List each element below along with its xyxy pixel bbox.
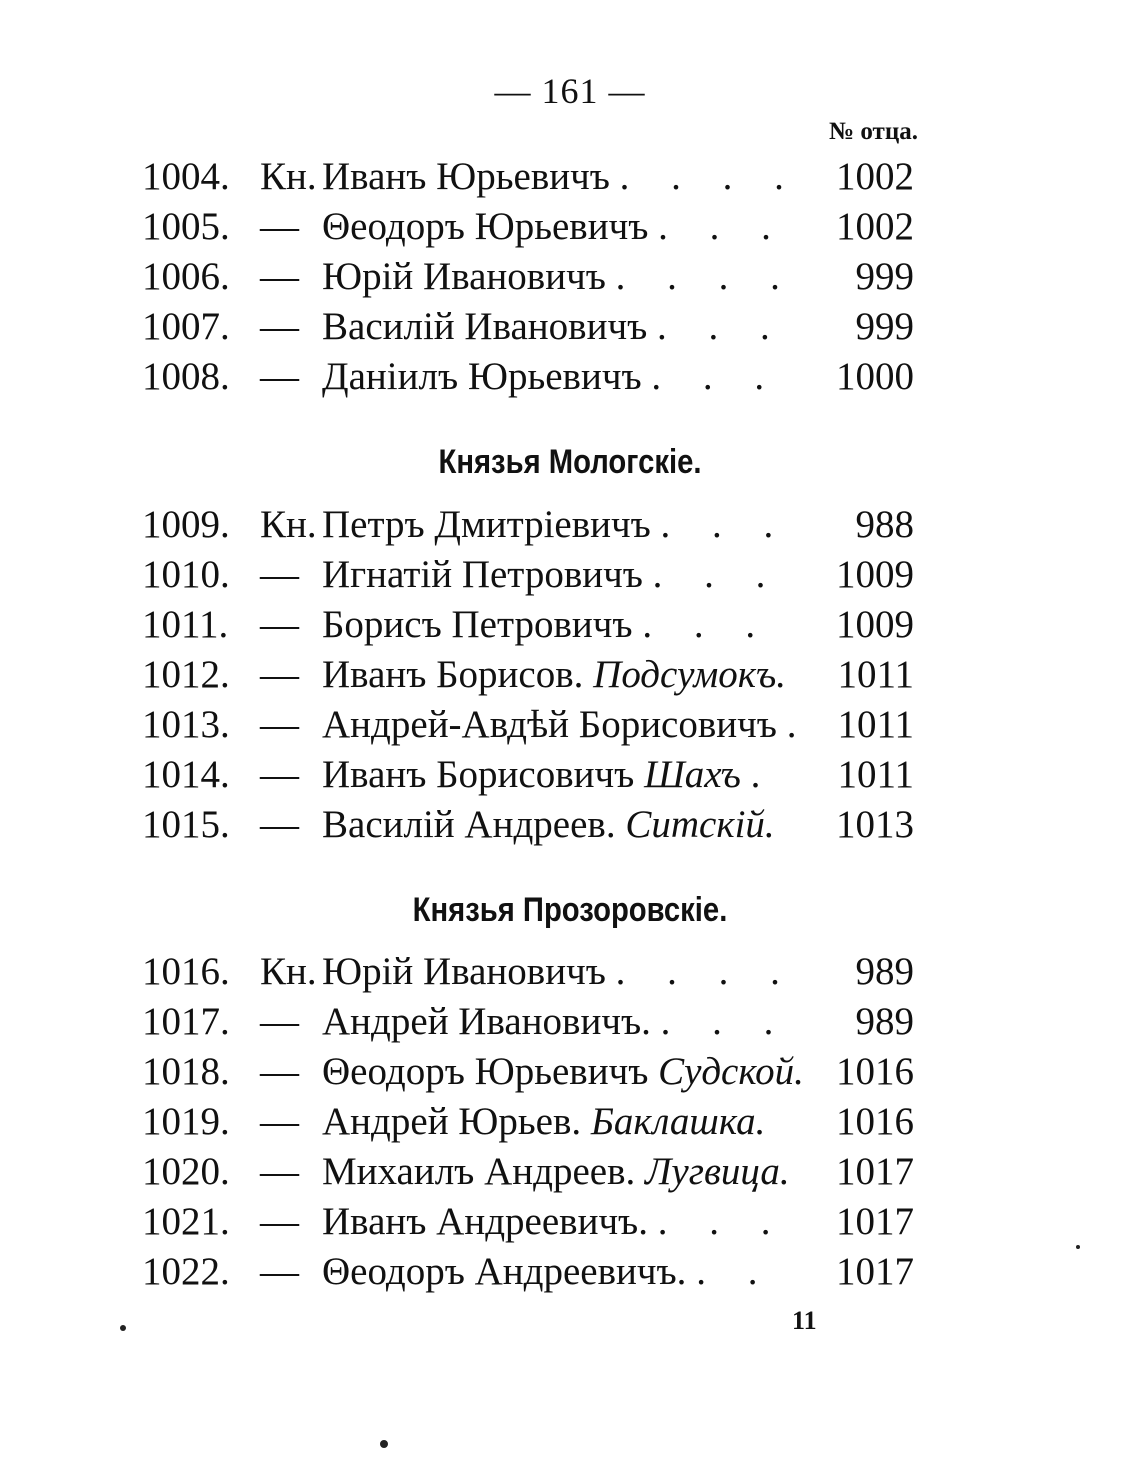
father-number: 1016 (836, 1050, 914, 1093)
father-number: 1017 (836, 1150, 914, 1193)
entry-title: — (260, 803, 299, 846)
person-name: Юрій Ивановичъ (322, 950, 606, 993)
entry-name-line (322, 947, 796, 997)
genealogy-entry (0, 1247, 1140, 1297)
entry-title: — (260, 205, 299, 248)
leader-dots: . . . . (615, 950, 796, 993)
genealogy-entry (0, 600, 1140, 650)
entry-name-line (322, 650, 786, 700)
person-name: Андрей Ивановичъ. (322, 1000, 651, 1043)
genealogy-entry (0, 947, 1140, 997)
leader-dots: . . . . (615, 255, 796, 298)
leader-dots: . . . (657, 1200, 787, 1243)
person-name: Василій Ивановичъ (322, 305, 648, 348)
entry-name-line (322, 1197, 786, 1247)
person-name: Θеодоръ Андреевичъ. (322, 1250, 687, 1293)
genealogy-entry (0, 550, 1140, 600)
entry-title: — (260, 753, 299, 796)
leader-dots: . . . (660, 1000, 790, 1043)
entry-title: — (260, 1200, 299, 1243)
print-speck (380, 1440, 388, 1448)
entry-title: — (260, 1050, 299, 1093)
entry-name-line (322, 252, 796, 302)
entry-number: 1005. (142, 205, 230, 248)
father-number: 1002 (836, 155, 914, 198)
person-name: Михаилъ Андреев. (322, 1150, 636, 1193)
entry-number: 1021. (142, 1200, 230, 1243)
genealogy-entry (0, 1047, 1140, 1097)
genealogy-entry (0, 1197, 1140, 1247)
section-heading: Князья Прозоровскіе. (412, 891, 728, 929)
genealogy-entry (0, 700, 1140, 750)
leader-dots: . (786, 703, 813, 746)
person-name: Θеодоръ Юрьевичъ (322, 1050, 649, 1093)
father-number: 1009 (836, 553, 914, 596)
entry-group (0, 500, 1140, 850)
person-name: Борисъ Петровичъ (322, 603, 633, 646)
entry-number: 1014. (142, 753, 230, 796)
leader-dots: . . (696, 1250, 774, 1293)
person-nickname: Подсумокъ. (593, 653, 787, 696)
person-nickname: Ситскій. (625, 803, 775, 846)
entry-title: Кн. (260, 155, 317, 198)
entry-number: 1013. (142, 703, 230, 746)
entry-name-line (322, 800, 775, 850)
entry-name-line (322, 352, 780, 402)
father-number: 1011 (837, 653, 914, 696)
person-name: Петръ Дмитріевичъ (322, 503, 651, 546)
entry-number: 1015. (142, 803, 230, 846)
leader-dots: . . . (660, 503, 790, 546)
person-name: Андрей Юрьев. (322, 1100, 582, 1143)
genealogy-entry (0, 302, 1140, 352)
entry-number: 1009. (142, 503, 230, 546)
entry-number: 1016. (142, 950, 230, 993)
entry-number: 1008. (142, 355, 230, 398)
person-name: Иванъ Юрьевичъ (322, 155, 610, 198)
entry-name-line (322, 500, 789, 550)
genealogy-entry (0, 202, 1140, 252)
father-number: 1009 (836, 603, 914, 646)
entry-title: — (260, 553, 299, 596)
father-number: 1011 (837, 753, 914, 796)
entry-name-line (322, 1247, 773, 1297)
entry-name-line (322, 302, 786, 352)
entry-number: 1019. (142, 1100, 230, 1143)
father-number: 999 (855, 305, 914, 348)
entry-group (0, 152, 1140, 402)
entry-name-line (322, 152, 800, 202)
person-name: Θеодоръ Юрьевичъ (322, 205, 649, 248)
genealogy-entry (0, 800, 1140, 850)
person-name: Василій Андреев. (322, 803, 616, 846)
person-name: Иванъ Борисовичъ (322, 753, 635, 796)
entry-number: 1006. (142, 255, 230, 298)
entry-name-line (322, 750, 776, 800)
father-number: 1016 (836, 1100, 914, 1143)
entry-name-line (322, 550, 781, 600)
person-nickname: Лугвица. (645, 1150, 790, 1193)
entry-name-line (322, 1047, 804, 1097)
entry-title: — (260, 603, 299, 646)
entry-number: 1017. (142, 1000, 230, 1043)
entry-number: 1010. (142, 553, 230, 596)
genealogy-entry (0, 352, 1140, 402)
leader-dots: . . . (651, 355, 781, 398)
father-number: 989 (855, 950, 914, 993)
entry-title: — (260, 305, 299, 348)
leader-dots: . . . (658, 205, 787, 248)
genealogy-entry (0, 252, 1140, 302)
father-number: 1011 (837, 703, 914, 746)
signature-mark: 11 (792, 1306, 817, 1335)
person-name: Игнатій Петровичъ (322, 553, 643, 596)
entry-group (0, 947, 1140, 1297)
person-name: Иванъ Андреевичъ. (322, 1200, 648, 1243)
entry-title: — (260, 1150, 299, 1193)
entry-title: — (260, 1250, 299, 1293)
leader-dots: . . . (642, 603, 772, 646)
father-number: 1017 (836, 1200, 914, 1243)
page-header: — 161 — (494, 71, 646, 111)
entry-name-line (322, 600, 771, 650)
person-name: Андрей-Авдѣй Борисовичъ (322, 703, 777, 746)
entry-title: Кн. (260, 950, 317, 993)
person-nickname: Шахъ (644, 753, 741, 796)
father-number: 989 (855, 1000, 914, 1043)
entry-title: — (260, 1000, 299, 1043)
entry-name-line (322, 997, 789, 1047)
genealogy-entry (0, 500, 1140, 550)
genealogy-entry (0, 650, 1140, 700)
entry-name-line (322, 1147, 790, 1197)
person-name: Даніилъ Юрьевичъ (322, 355, 642, 398)
father-number: 1013 (836, 803, 914, 846)
genealogy-entry (0, 750, 1140, 800)
person-nickname: Баклашка. (590, 1100, 766, 1143)
genealogy-entry (0, 152, 1140, 202)
person-name: Иванъ Борисов. (322, 653, 584, 696)
entry-title: — (260, 653, 299, 696)
entry-title: Кн. (260, 503, 317, 546)
leader-dots: . (750, 753, 777, 796)
entry-number: 1012. (142, 653, 230, 696)
father-number: 1000 (836, 355, 914, 398)
entry-number: 1018. (142, 1050, 230, 1093)
genealogy-entry (0, 997, 1140, 1047)
entry-title: — (260, 1100, 299, 1143)
entry-name-line (322, 1097, 765, 1147)
entry-name-line (322, 202, 787, 252)
father-number: 1002 (836, 205, 914, 248)
entry-title: — (260, 355, 299, 398)
print-speck (1076, 1245, 1080, 1249)
entry-number: 1022. (142, 1250, 230, 1293)
entry-number: 1020. (142, 1150, 230, 1193)
father-number: 1017 (836, 1250, 914, 1293)
entry-number: 1007. (142, 305, 230, 348)
entry-title: — (260, 703, 299, 746)
entry-name-line (322, 700, 812, 750)
person-name: Юрій Ивановичъ (322, 255, 606, 298)
person-nickname: Судской. (658, 1050, 804, 1093)
genealogy-entry (0, 1097, 1140, 1147)
leader-dots: . . . (657, 305, 786, 348)
father-number: 988 (855, 503, 914, 546)
section-heading: Князья Мологскіе. (438, 443, 702, 481)
print-speck (120, 1325, 126, 1331)
father-number: 999 (855, 255, 914, 298)
leader-dots: . . . . (619, 155, 800, 198)
entry-number: 1004. (142, 155, 230, 198)
genealogy-entry (0, 1147, 1140, 1197)
father-number-column-label: № отца. (829, 118, 918, 145)
entry-title: — (260, 255, 299, 298)
leader-dots: . . . (652, 553, 782, 596)
entry-number: 1011. (142, 603, 229, 646)
